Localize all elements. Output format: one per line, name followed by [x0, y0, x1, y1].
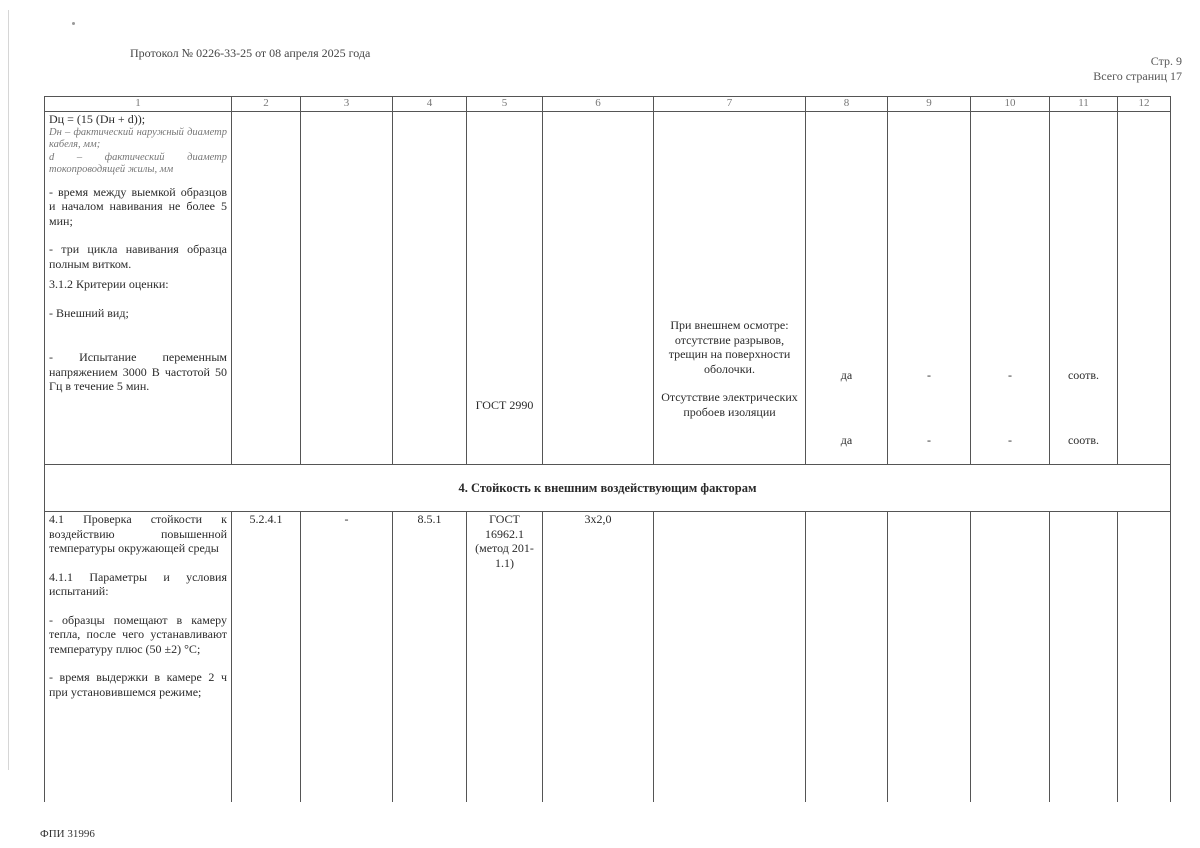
requirements-cell — [654, 112, 806, 465]
result-voltage-8: да — [840, 432, 853, 447]
gost-cell — [467, 112, 543, 465]
cell-empty — [888, 512, 971, 803]
formula-note-conductor: d – фактический диаметр токопроводящей жилы, мм — [49, 151, 227, 175]
col-num-12: 12 — [1118, 97, 1171, 112]
result-appearance-9: - — [927, 368, 931, 382]
scan-speck — [72, 22, 75, 25]
protocol-header: Протокол № 0226-33-25 от 08 апреля 2025 года — [130, 46, 371, 60]
diameter-formula: Dц = (15 (Dн + d)); — [49, 112, 146, 126]
cell-empty — [971, 512, 1050, 803]
protocol-table — [44, 96, 1171, 802]
time-condition: - время между выемкой образцов и началом навивания не более 5 мин; — [49, 184, 227, 228]
column-number-row — [45, 97, 1171, 112]
params-heading: 4.1.1 Параметры и условия испытаний: — [49, 569, 227, 598]
conformity-appearance: соотв. — [1067, 368, 1100, 382]
result-voltage-10: - — [1008, 432, 1012, 447]
col-num-9: 9 — [888, 97, 971, 112]
cell-empty — [654, 512, 806, 803]
formula-note-outer: Dн – фактический наружный диаметр кабеля, мм; — [49, 126, 227, 150]
cell-empty — [543, 112, 654, 465]
result-col-10 — [971, 112, 1050, 465]
col-num-4: 4 — [393, 97, 467, 112]
cell-empty — [301, 112, 393, 465]
col-num-1: 1 — [45, 97, 232, 112]
footer-code: ФПИ 31996 — [40, 828, 95, 840]
cell-empty — [1118, 112, 1171, 465]
result-col-9 — [888, 112, 971, 465]
test-description-cell — [45, 512, 232, 803]
condition-chamber: - образцы помещают в камеру тепла, после чего устанавливают температуру плюс (50 ±2) °С; — [49, 612, 227, 656]
criteria-heading: 3.1.2 Критерии оценки: — [49, 277, 169, 291]
cell-empty — [1050, 512, 1118, 803]
page-info — [1093, 54, 1182, 84]
requirement-appearance: При внешнем осмотре: отсутствие разрывов, трещин на поверхности оболочки. — [668, 318, 791, 376]
total-pages: Всего страниц 17 — [1093, 69, 1182, 83]
table-row — [45, 512, 1171, 803]
col-num-5: 5 — [467, 97, 543, 112]
scan-edge-shadow — [0, 10, 9, 770]
section-row — [45, 465, 1171, 512]
clause-cell: 5.2.4.1 — [232, 512, 301, 803]
criterion-appearance: - Внешний вид; — [49, 305, 129, 320]
test-description-cell — [45, 112, 232, 465]
dash-cell: - — [301, 512, 393, 803]
col-num-2: 2 — [232, 97, 301, 112]
result-appearance-10: - — [1008, 368, 1012, 382]
requirement-voltage: Отсутствие электрических пробоев изоляции — [661, 390, 798, 419]
method-clause-cell: 8.5.1 — [393, 512, 467, 803]
cell-empty — [806, 512, 888, 803]
result-appearance-8: да — [840, 368, 853, 382]
gost-method-cell: ГОСТ 16962.1 (метод 201-1.1) — [467, 512, 543, 803]
cell-empty — [232, 112, 301, 465]
page-number: Стр. 9 — [1150, 54, 1182, 68]
col-num-6: 6 — [543, 97, 654, 112]
cell-empty — [393, 112, 467, 465]
section-title: 4. Стойкость к внешним воздействующим факторам — [45, 465, 1171, 512]
result-col-11 — [1050, 112, 1118, 465]
result-voltage-9: - — [927, 432, 931, 447]
col-num-10: 10 — [971, 97, 1050, 112]
conformity-voltage: соотв. — [1067, 432, 1100, 447]
col-num-11: 11 — [1050, 97, 1118, 112]
col-num-7: 7 — [654, 97, 806, 112]
cycles-condition: - три цикла навивания образца полным витком. — [49, 242, 227, 271]
cell-empty — [1118, 512, 1171, 803]
table-row — [45, 112, 1171, 465]
cable-size-cell: 3х2,0 — [543, 512, 654, 803]
condition-hold-time: - время выдержки в камере 2 ч при установившемся режиме; — [49, 670, 227, 699]
result-col-8 — [806, 112, 888, 465]
gost-reference: ГОСТ 2990 — [475, 398, 534, 412]
test-title: 4.1 Проверка стойкости к воздействию повышенной температуры окружающей среды — [49, 512, 227, 555]
criterion-voltage: - Испытание переменным напряжением 3000 В частотой 50 Гц в течение 5 мин. — [49, 350, 227, 393]
col-num-3: 3 — [301, 97, 393, 112]
col-num-8: 8 — [806, 97, 888, 112]
